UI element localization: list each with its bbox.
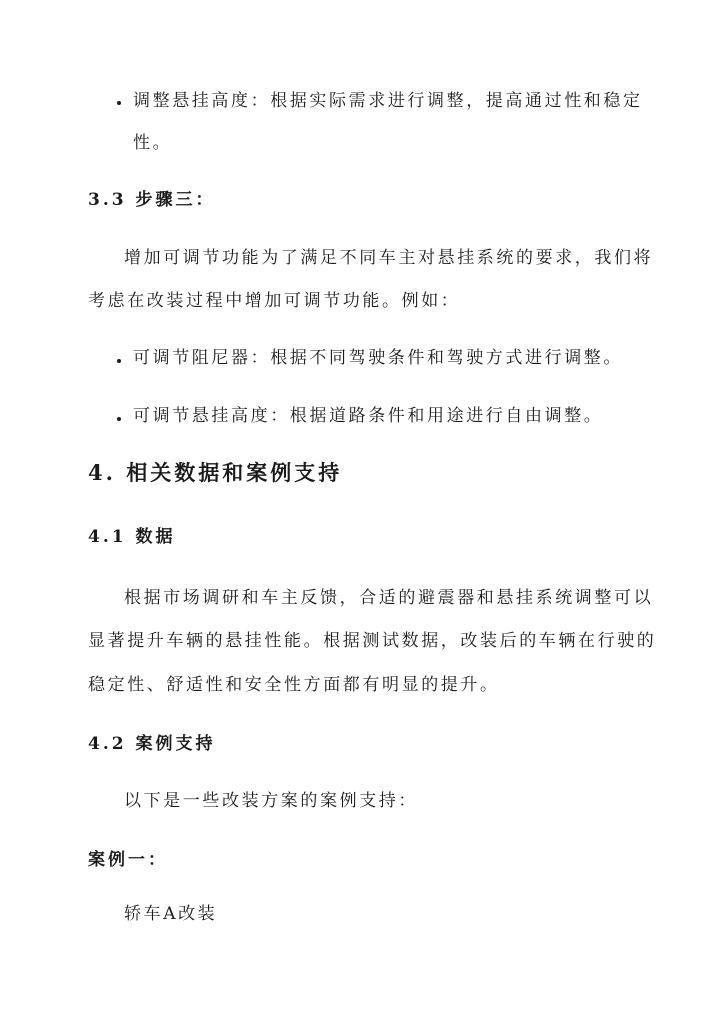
bullet-text: 调整悬挂高度：根据实际需求进行调整，提高通过性和稳定 xyxy=(133,91,643,111)
paragraph-line: 根据市场调研和车主反馈，合适的避震器和悬挂系统调整可以 xyxy=(124,588,654,608)
bullet-dot xyxy=(117,359,121,363)
bullet-dot xyxy=(117,417,121,421)
section-heading-4-1: 4.1 数据 xyxy=(88,527,176,547)
section-heading-4: 4. 相关数据和案例支持 xyxy=(88,460,343,485)
paragraph-line: 考虑在改装过程中增加可调节功能。例如： xyxy=(88,291,461,311)
paragraph-line: 增加可调节功能为了满足不同车主对悬挂系统的要求，我们将 xyxy=(124,248,654,268)
case-heading: 案例一： xyxy=(88,850,168,870)
section-heading-3-3: 3.3 步骤三： xyxy=(88,190,216,210)
bullet-text-continuation: 性。 xyxy=(133,133,173,153)
paragraph-line: 以下是一些改装方案的案例支持： xyxy=(124,791,418,811)
case-title: 轿车A改装 xyxy=(124,904,218,924)
section-heading-4-2: 4.2 案例支持 xyxy=(88,734,216,754)
bullet-text: 可调节阻尼器：根据不同驾驶条件和驾驶方式进行调整。 xyxy=(133,348,623,368)
paragraph-line: 稳定性、舒适性和安全性方面都有明显的提升。 xyxy=(88,675,500,695)
bullet-dot xyxy=(117,101,121,105)
bullet-text: 可调节悬挂高度：根据道路条件和用途进行自由调整。 xyxy=(133,406,604,426)
paragraph-line: 显著提升车辆的悬挂性能。根据测试数据，改装后的车辆在行驶的 xyxy=(88,631,657,651)
